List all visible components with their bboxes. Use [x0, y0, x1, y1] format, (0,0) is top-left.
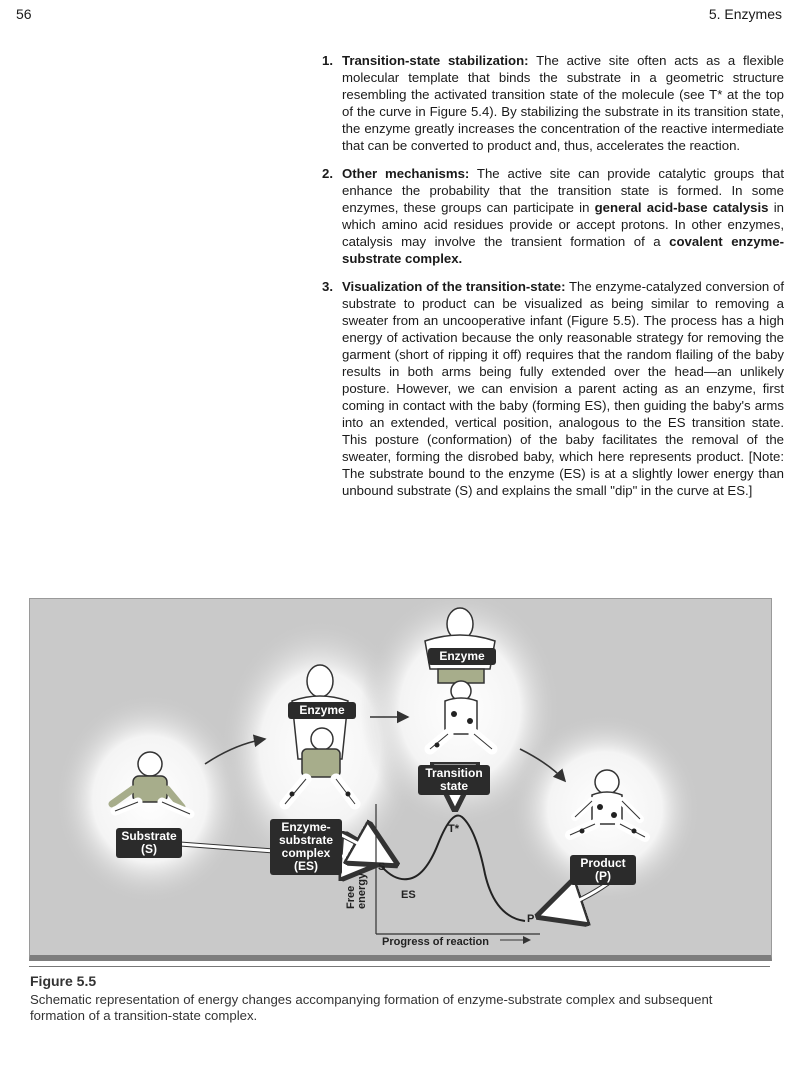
label-enzyme-2: Enzyme [428, 648, 496, 665]
figure-artwork [30, 599, 771, 955]
graph-ylabel: Free energy [345, 872, 368, 909]
graph-xlabel: Progress of reaction [382, 936, 489, 948]
list-item [322, 165, 784, 267]
graph-label-p: P [527, 913, 535, 925]
item-text [342, 165, 784, 267]
page-number: 56 [16, 6, 32, 22]
graph-label-es: ES [401, 889, 416, 901]
chapter-title: 5. Enzymes [708, 6, 782, 22]
figure-caption-text: Schematic representation of energy changes accompanying formation of enzyme-substrate complex and subsequent formation of a transition-state complex. [30, 992, 713, 1023]
label-substrate: Substrate (S) [116, 828, 182, 858]
graph-label-s: S [378, 861, 386, 873]
label-enzyme-1: Enzyme [288, 702, 356, 719]
item-text [342, 278, 784, 499]
list-item [322, 278, 784, 499]
caption-divider [29, 966, 770, 967]
item-body: The active site can provide catalytic groups that enhance the probability that the transition state is formed. In some enzymes, these groups can participate in [342, 166, 784, 215]
label-transition-state: Transition state [418, 765, 490, 795]
item-body: The enzyme-catalyzed conversion of substrate to product can be visualized as being similar to removing a sweater from an uncooperative infant (Figure 5.5). The process has a high energy of activation because the only reasonable strategy for removing the garment (short of ripping it off) requires that the random flailing of the baby results in both arms being fully extended over the head—an unlikely posture. However, we can envision a parent acting as an enzyme, first coming in contact with the baby (forming ES), then guiding the baby's arms into an extended, vertical position, analogous to the ES transition state. This posture (conformation) of the baby facilitates the removal of the sweater, forming the disrobed baby, which here represents product. [Note: The substrate bound to the enzyme (ES) is at a slightly lower energy than unbound substrate (S) and explains the small "dip" in the curve at ES.] [342, 279, 784, 498]
item-number: 1. [322, 53, 333, 68]
item-heading: Visualization of the transition-state: [342, 279, 566, 294]
item-heading: Other mechanisms: [342, 166, 470, 181]
term-acid-base: general acid-base catalysis [594, 200, 769, 215]
term-covalent: covalent enzyme-substrate complex. [342, 234, 784, 266]
label-es-complex: Enzyme-substrate complex (ES) [270, 819, 342, 875]
item-text [342, 52, 784, 154]
list-item [322, 52, 784, 154]
item-heading: Transition-state stabilization: [342, 53, 529, 68]
item-body: The active site often acts as a flexible molecular template that binds the substrate in a geometric structure resembling the activated transition state of the molecule (see T* at the top of the curve in Figure 5.4). By stabilizing the substrate in its transition state, the enzyme greatly increases the concentration of the reactive intermediate that can be converted to product and, thus, accelerates the reaction. [342, 53, 784, 153]
graph-label-t: T* [448, 823, 459, 835]
figure-illustration [29, 598, 772, 961]
item-number: 3. [322, 279, 333, 294]
item-body: in which amino acid residues provide or accept protons. In other enzymes, catalysis may involve the transient formation of a [342, 200, 784, 249]
figure-caption-title: Figure 5.5 [30, 973, 97, 989]
item-number: 2. [322, 166, 333, 181]
label-product: Product (P) [570, 855, 636, 885]
numbered-list [322, 52, 784, 510]
